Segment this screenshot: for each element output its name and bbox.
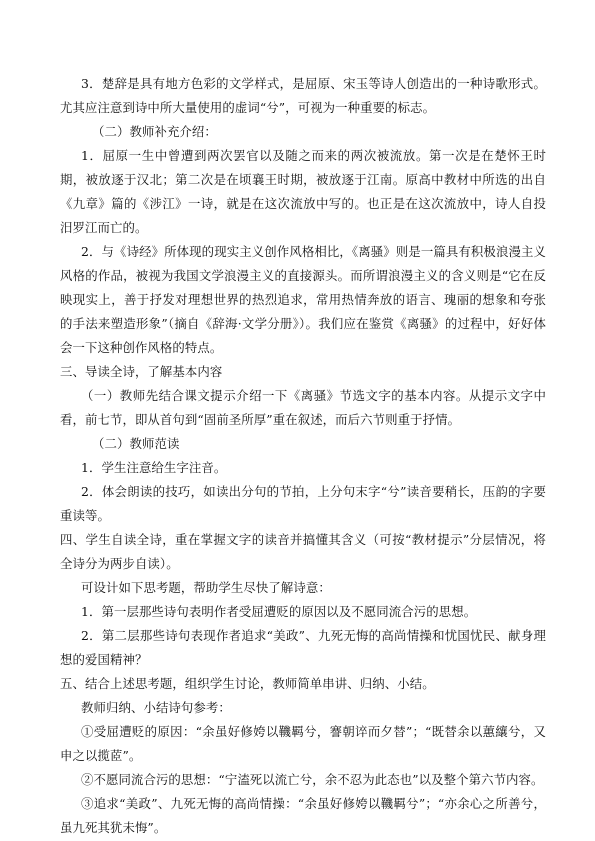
list-item-noble-sentiment: ③追求“美政”、九死无悔的高尚情操：“余虽好修姱以鞿羁兮”；“亦余心之所善兮，虽九死其犹未悔”。 <box>60 796 546 835</box>
list-item-question-two: 2．第二层那些诗句表现作者追求“美政”、九死无悔的高尚情操和忧国忧民、献身理想的爱国精神？ <box>60 628 546 667</box>
paragraph-questions-intro: 可设计如下思考题，帮助学生尽快了解诗意： <box>81 580 331 595</box>
list-item-no-compromise: ②不愿同流合污的思想：“宁溘死以流亡兮，余不忍为此态也”以及整个第六节内容。 <box>81 772 544 787</box>
paragraph-chuci-style: 3．楚辞是具有地方色彩的文学样式，是屈原、宋玉等诗人创造出的一种诗歌形式。尤其应注意到诗中所大量使用的虚词“兮”，可视为一种重要的标志。 <box>60 76 546 115</box>
section-heading-discussion: 五、结合上述思考题，组织学生讨论，教师简单串讲、归纳、小结。 <box>60 676 435 691</box>
list-item-question-one: 1．第一层那些诗句表明作者受屈遭贬的原因以及不愿同流合污的思想。 <box>81 604 477 619</box>
subheading-teacher-supplement: （二）教师补充介绍： <box>92 124 217 139</box>
document-body <box>60 72 546 840</box>
section-heading-guided-reading: 三、导读全诗，了解基本内容 <box>60 364 223 379</box>
list-item-reading-skills: 2．体会朗读的技巧，如读出分句的节拍，上分句末字“兮”读音要稍长，压韵的字要重读等。 <box>60 484 546 523</box>
paragraph-content-intro: （一）教师先结合课文提示介绍一下《离骚》节选文字的基本内容。从提示文字中看，前七节，即从首句到“固前圣所厚”重在叙述，而后六节则重于抒情。 <box>60 388 546 427</box>
list-item-phonetics: 1．学生注意给生字注音。 <box>81 460 227 475</box>
section-heading-self-reading: 四、学生自读全诗，重在掌握文字的读音并搞懂其含义（可按“教材提示”分层情况，将全诗分为两步自读）。 <box>60 532 546 571</box>
paragraph-exile-history: 1．屈原一生中曾遭到两次罢官以及随之而来的两次被流放。第一次是在楚怀王时期，被放逐于汉北；第二次是在顷襄王时期，被放逐于江南。原高中教材中所选的出自《九章》篇的《涉江》一诗，就是在这次流放中写的。也正是在这次流放中，诗人自投汨罗江而亡的。 <box>60 148 546 235</box>
paragraph-summary-intro: 教师归纳、小结诗句参考： <box>81 700 231 715</box>
list-item-reason-exile: ①受屈遭贬的原因：“余虽好修姱以鞿羁兮，謇朝谇而夕替”；“既替余以蕙纕兮，又申之以揽茝”。 <box>60 724 546 763</box>
paragraph-romanticism: 2．与《诗经》所体现的现实主义创作风格相比，《离骚》则是一篇具有积极浪漫主义风格的作品，被视为我国文学浪漫主义的直接源头。而所谓浪漫主义的含义则是“它在反映现实上，善于抒发对理想世界的热烈追求，常用热情奔放的语言、瑰丽的想象和夸张的手法来塑造形象”（摘自《辞海·文学分册》）。我们应在鉴赏《离骚》的过程中，好好体会一下这种创作风格的特点。 <box>60 244 546 355</box>
subheading-model-reading: （二）教师范读 <box>92 436 180 451</box>
